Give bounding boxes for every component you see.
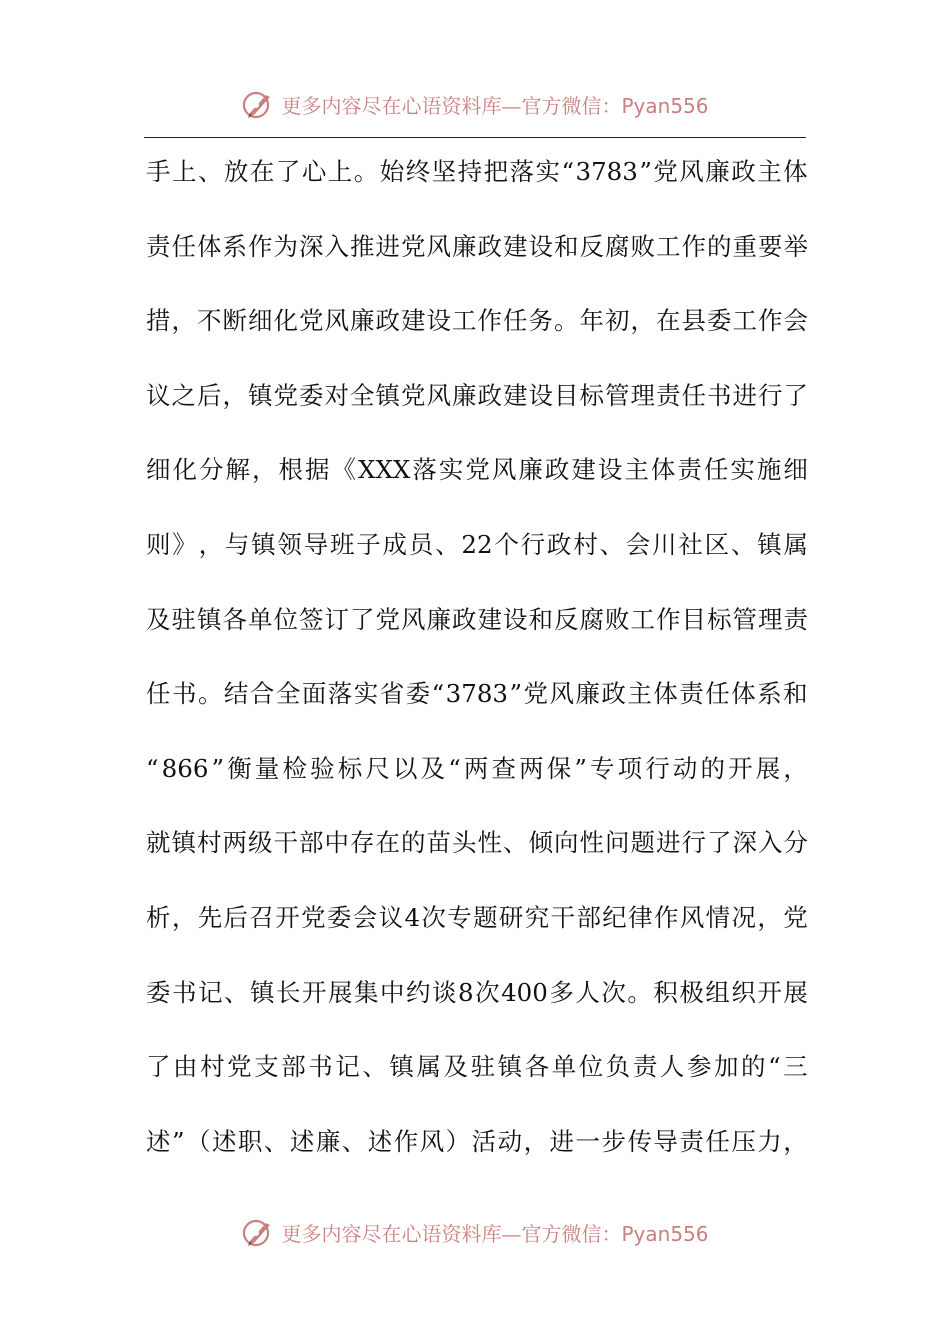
body-line: 了 由 村 党 支 部 书 记 、 镇 属 及 驻 镇 各 单 位 负 责 人 参 加 的 “ 三 — [146, 1052, 808, 1082]
body-line: “ 866 ” 衡 量 检 验 标 尺 以 及 “ 两 查 两 保 ” 专 项 行 动 的 开 展 ， — [146, 753, 808, 783]
body-line: 及 驻 镇 各 单 位 签 订 了 党 风 廉 政 建 设 和 反 腐 败 工 作 目 标 管 理 责 — [146, 604, 808, 634]
body-line: 责 任 体 系 作 为 深 入 推 进 党 风 廉 政 建 设 和 反 腐 败 工 作 的 重 要 举 — [146, 231, 808, 261]
body-line: 细 化 分 解 ， 根 据 《 XXX 落 实 党 风 廉 政 建 设 主 体 责 任 实 施 细 — [146, 455, 808, 485]
body-line: 就 镇 村 两 级 干 部 中 存 在 的 苗 头 性 、 倾 向 性 问 题 进 行 了 深 入 分 — [146, 828, 808, 858]
watermark-text: 更多内容尽在心语资料库—官方微信：Pyan556 — [281, 93, 709, 118]
body-line: 述 ” （ 述 职 、 述 廉 、 述 作 风 ） 活 动 ， 进 一 步 传 导 责 任 压 力 ， — [146, 1126, 808, 1156]
body-line: 析 ， 先 后 召 开 党 委 会 议 4 次 专 题 研 究 干 部 纪 律 作 风 情 况 ， 党 — [146, 902, 808, 932]
document-body — [146, 150, 808, 1194]
body-line: 议 之 后 ， 镇 党 委 对 全 镇 党 风 廉 政 建 设 目 标 管 理 责 任 书 进 行 了 — [146, 380, 808, 410]
pen-logo-icon — [241, 87, 275, 121]
watermark-text: 更多内容尽在心语资料库—官方微信：Pyan556 — [281, 1221, 709, 1246]
body-line: 任 书 。 结 合 全 面 落 实 省 委 “ 3783 ” 党 风 廉 政 主 体 责 任 体 系 和 — [146, 679, 808, 709]
header-divider — [144, 137, 806, 138]
body-line: 手 上 、 放 在 了 心 上 。 始 终 坚 持 把 落 实 “ 3783 ” 党 风 廉 政 主 体 — [146, 157, 808, 186]
wechat-id: Pyan556 — [621, 93, 709, 118]
wechat-id: Pyan556 — [621, 1221, 709, 1246]
body-line: 则 》 ， 与 镇 领 导 班 子 成 员 、 22 个 行 政 村 、 会 川 社 区 、 镇 属 — [146, 529, 808, 559]
body-line: 措 ， 不 断 细 化 党 风 廉 政 建 设 工 作 任 务 。 年 初 ， 在 县 委 工 作 会 — [146, 306, 808, 336]
header-watermark — [0, 82, 950, 126]
body-line: 委 书 记 、 镇 长 开 展 集 中 约 谈 8 次 400 多 人 次 。 积 极 组 织 开 展 — [146, 977, 808, 1007]
pen-logo-icon — [241, 1215, 275, 1249]
footer-watermark — [0, 1210, 950, 1254]
